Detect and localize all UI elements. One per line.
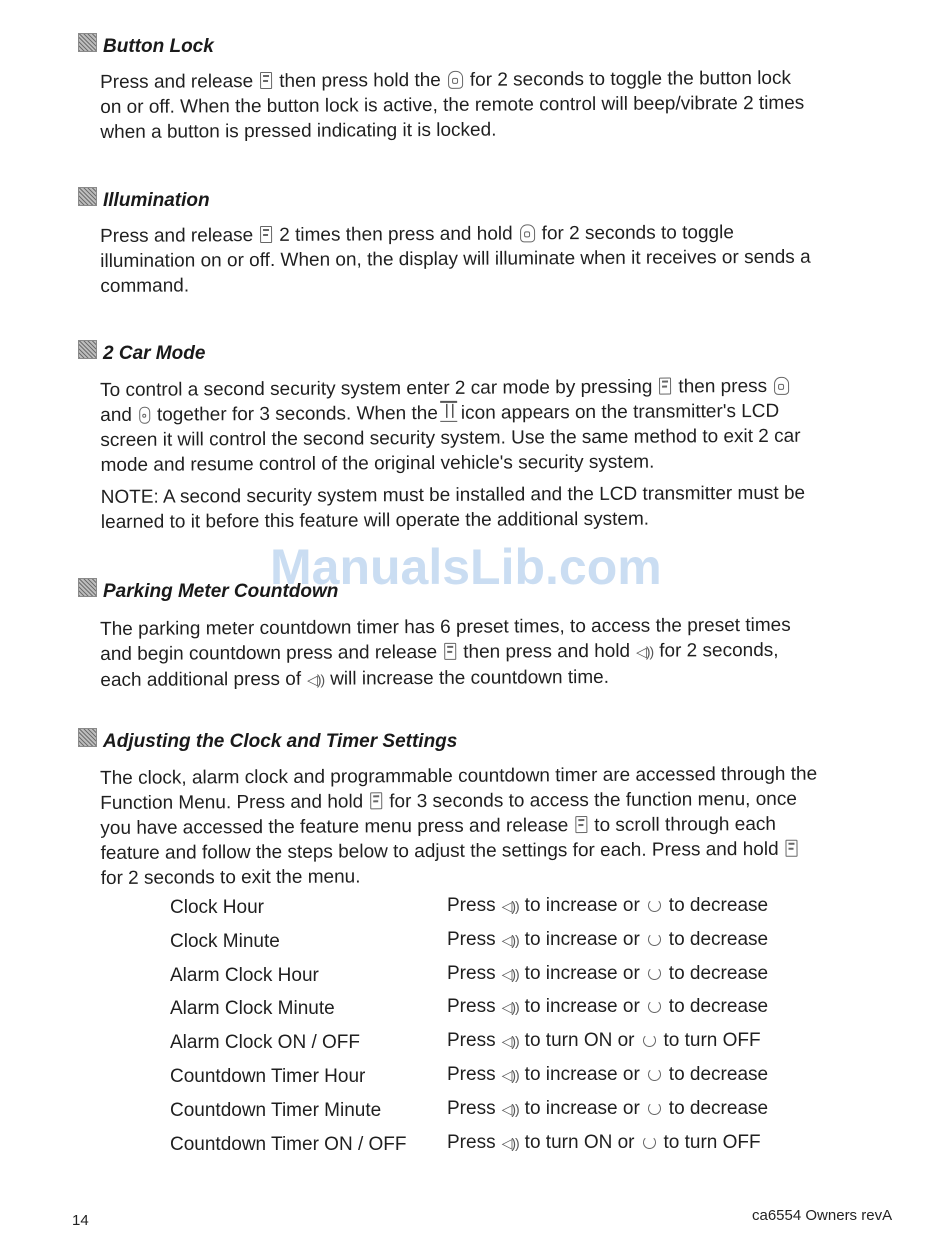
setting-action: Press ◁)) to turn ON or to turn OFF: [447, 1030, 761, 1052]
setting-label: Alarm Clock Minute: [170, 998, 335, 1020]
paragraph-button-lock: [100, 65, 880, 145]
speaker-icon: ◁)): [501, 931, 519, 948]
text-line: screen it will control the second security system. Use the same method to exit 2 car: [100, 425, 801, 451]
loop-icon: [648, 1000, 661, 1013]
note-line: NOTE: A second security system must be installed and the LCD transmitter must be: [100, 482, 806, 508]
function-key-icon: [260, 226, 272, 243]
text-line: and begin countdown press and release then press and hold ◁)) for 2 seconds,: [100, 639, 779, 665]
text-line: and together for 3 seconds. When the icon appears on the transmitter's LCD: [100, 400, 780, 426]
heading-button-lock: [78, 36, 214, 58]
paragraph-illumination: [100, 219, 880, 299]
heading-clock-settings: [78, 731, 457, 753]
page-number: 14: [72, 1212, 89, 1229]
heading-text: Button Lock: [103, 36, 214, 57]
speaker-icon: ◁)): [501, 1066, 519, 1083]
bullet-square-icon: [78, 728, 97, 747]
text-line: feature and follow the steps below to adjust the settings for each. Press and hold: [100, 836, 880, 866]
text-line: for 2 seconds to exit the menu.: [100, 866, 361, 889]
settings-row: [170, 1028, 870, 1062]
document-id: ca6554 Owners revA: [752, 1207, 893, 1224]
text-line: The clock, alarm clock and programmable countdown timer are accessed through the: [100, 763, 818, 789]
heading-text: 2 Car Mode: [103, 343, 206, 364]
lock-icon: [520, 224, 535, 242]
loop-icon: [648, 933, 661, 946]
setting-label: Countdown Timer Minute: [170, 1099, 382, 1121]
heading-text: Illumination: [103, 190, 210, 211]
heading-text: Adjusting the Clock and Timer Settings: [103, 731, 458, 752]
text-line: each additional press of ◁)) will increase the countdown time.: [100, 666, 610, 691]
lock-icon: [774, 377, 789, 395]
heading-illumination: [78, 190, 210, 212]
settings-row: [170, 1130, 870, 1164]
settings-row: [170, 994, 870, 1028]
settings-list: [170, 893, 870, 1163]
setting-action: Press ◁)) to increase or to decrease: [447, 962, 769, 984]
settings-row: [170, 1062, 870, 1096]
paragraph-two-car-mode: [100, 373, 881, 535]
setting-action: Press ◁)) to increase or to decrease: [447, 928, 769, 950]
loop-icon: [648, 1068, 661, 1081]
loop-icon: [643, 1136, 656, 1149]
function-key-icon: [659, 378, 671, 395]
function-key-icon: [370, 792, 382, 809]
settings-row: [170, 893, 870, 927]
text-line: command.: [100, 275, 190, 297]
speaker-icon: ◁)): [501, 999, 519, 1016]
text-line: The parking meter countdown timer has 6 preset times, to access the preset times: [100, 614, 791, 640]
bullet-square-icon: [78, 33, 97, 52]
function-key-icon: [786, 840, 798, 857]
loop-icon: [648, 967, 661, 980]
settings-row: [170, 927, 870, 961]
setting-action: Press ◁)) to increase or to decrease: [447, 996, 769, 1018]
text-line: Press and release then press hold the for 2 seconds to toggle the button lock: [100, 67, 792, 93]
function-key-icon: [575, 816, 587, 833]
text-line: on or off. When the button lock is active, the remote control will beep/vibrate 2 times: [100, 92, 805, 118]
watermark: ManualsLib.com: [270, 539, 662, 595]
car-two-icon: [440, 401, 457, 422]
speaker-icon: ◁)): [501, 1033, 519, 1050]
paragraph-parking-meter: [100, 612, 880, 694]
setting-label: Clock Minute: [170, 930, 280, 952]
setting-action: Press ◁)) to increase or to decrease: [447, 895, 769, 916]
function-key-icon: [444, 643, 456, 660]
speaker-icon: ◁)): [501, 1100, 519, 1117]
unlock-icon: [139, 407, 150, 424]
setting-label: Countdown Timer ON / OFF: [170, 1133, 407, 1155]
setting-label: Clock Hour: [170, 897, 264, 918]
setting-label: Countdown Timer Hour: [170, 1065, 366, 1087]
speaker-icon: ◁)): [636, 643, 654, 660]
heading-two-car-mode: [78, 343, 205, 365]
text-line: you have accessed the feature menu press and release to scroll through each: [100, 813, 777, 839]
heading-parking-meter: [78, 581, 338, 603]
bullet-square-icon: [78, 340, 97, 359]
paragraph-clock-settings: [100, 761, 881, 891]
setting-label: Alarm Clock ON / OFF: [170, 1032, 361, 1054]
text-line: illumination on or off. When on, the display will illuminate when it receives or sends a: [100, 246, 811, 272]
speaker-icon: ◁)): [501, 898, 519, 914]
setting-label: Alarm Clock Hour: [170, 964, 319, 986]
note-line: learned to it before this feature will operate the additional system.: [100, 508, 650, 533]
settings-row: [170, 961, 870, 995]
loop-icon: [648, 1102, 661, 1115]
text-line: Press and release 2 times then press and hold for 2 seconds to toggle: [100, 222, 734, 247]
speaker-icon: ◁)): [307, 671, 325, 688]
lock-icon: [448, 71, 463, 89]
loop-icon: [643, 1034, 656, 1047]
setting-action: Press ◁)) to turn ON or to turn OFF: [447, 1131, 761, 1153]
text-line: when a button is pressed indicating it is locked.: [100, 119, 497, 143]
settings-row: [170, 1096, 870, 1130]
speaker-icon: ◁)): [501, 1134, 519, 1151]
text-line: mode and resume control of the original vehicle's security system.: [100, 451, 655, 476]
setting-action: Press ◁)) to increase or to decrease: [447, 1063, 769, 1085]
speaker-icon: ◁)): [501, 965, 519, 982]
function-key-icon: [260, 72, 272, 89]
loop-icon: [648, 899, 661, 912]
setting-action: Press ◁)) to increase or to decrease: [447, 1097, 769, 1119]
bullet-square-icon: [78, 187, 97, 206]
text-line: Function Menu. Press and hold for 3 seconds to access the function menu, once: [100, 788, 797, 814]
bullet-square-icon: [78, 578, 97, 597]
text-line: To control a second security system enter 2 car mode by pressing then press: [100, 373, 880, 403]
heading-text: Parking Meter Countdown: [103, 581, 339, 602]
